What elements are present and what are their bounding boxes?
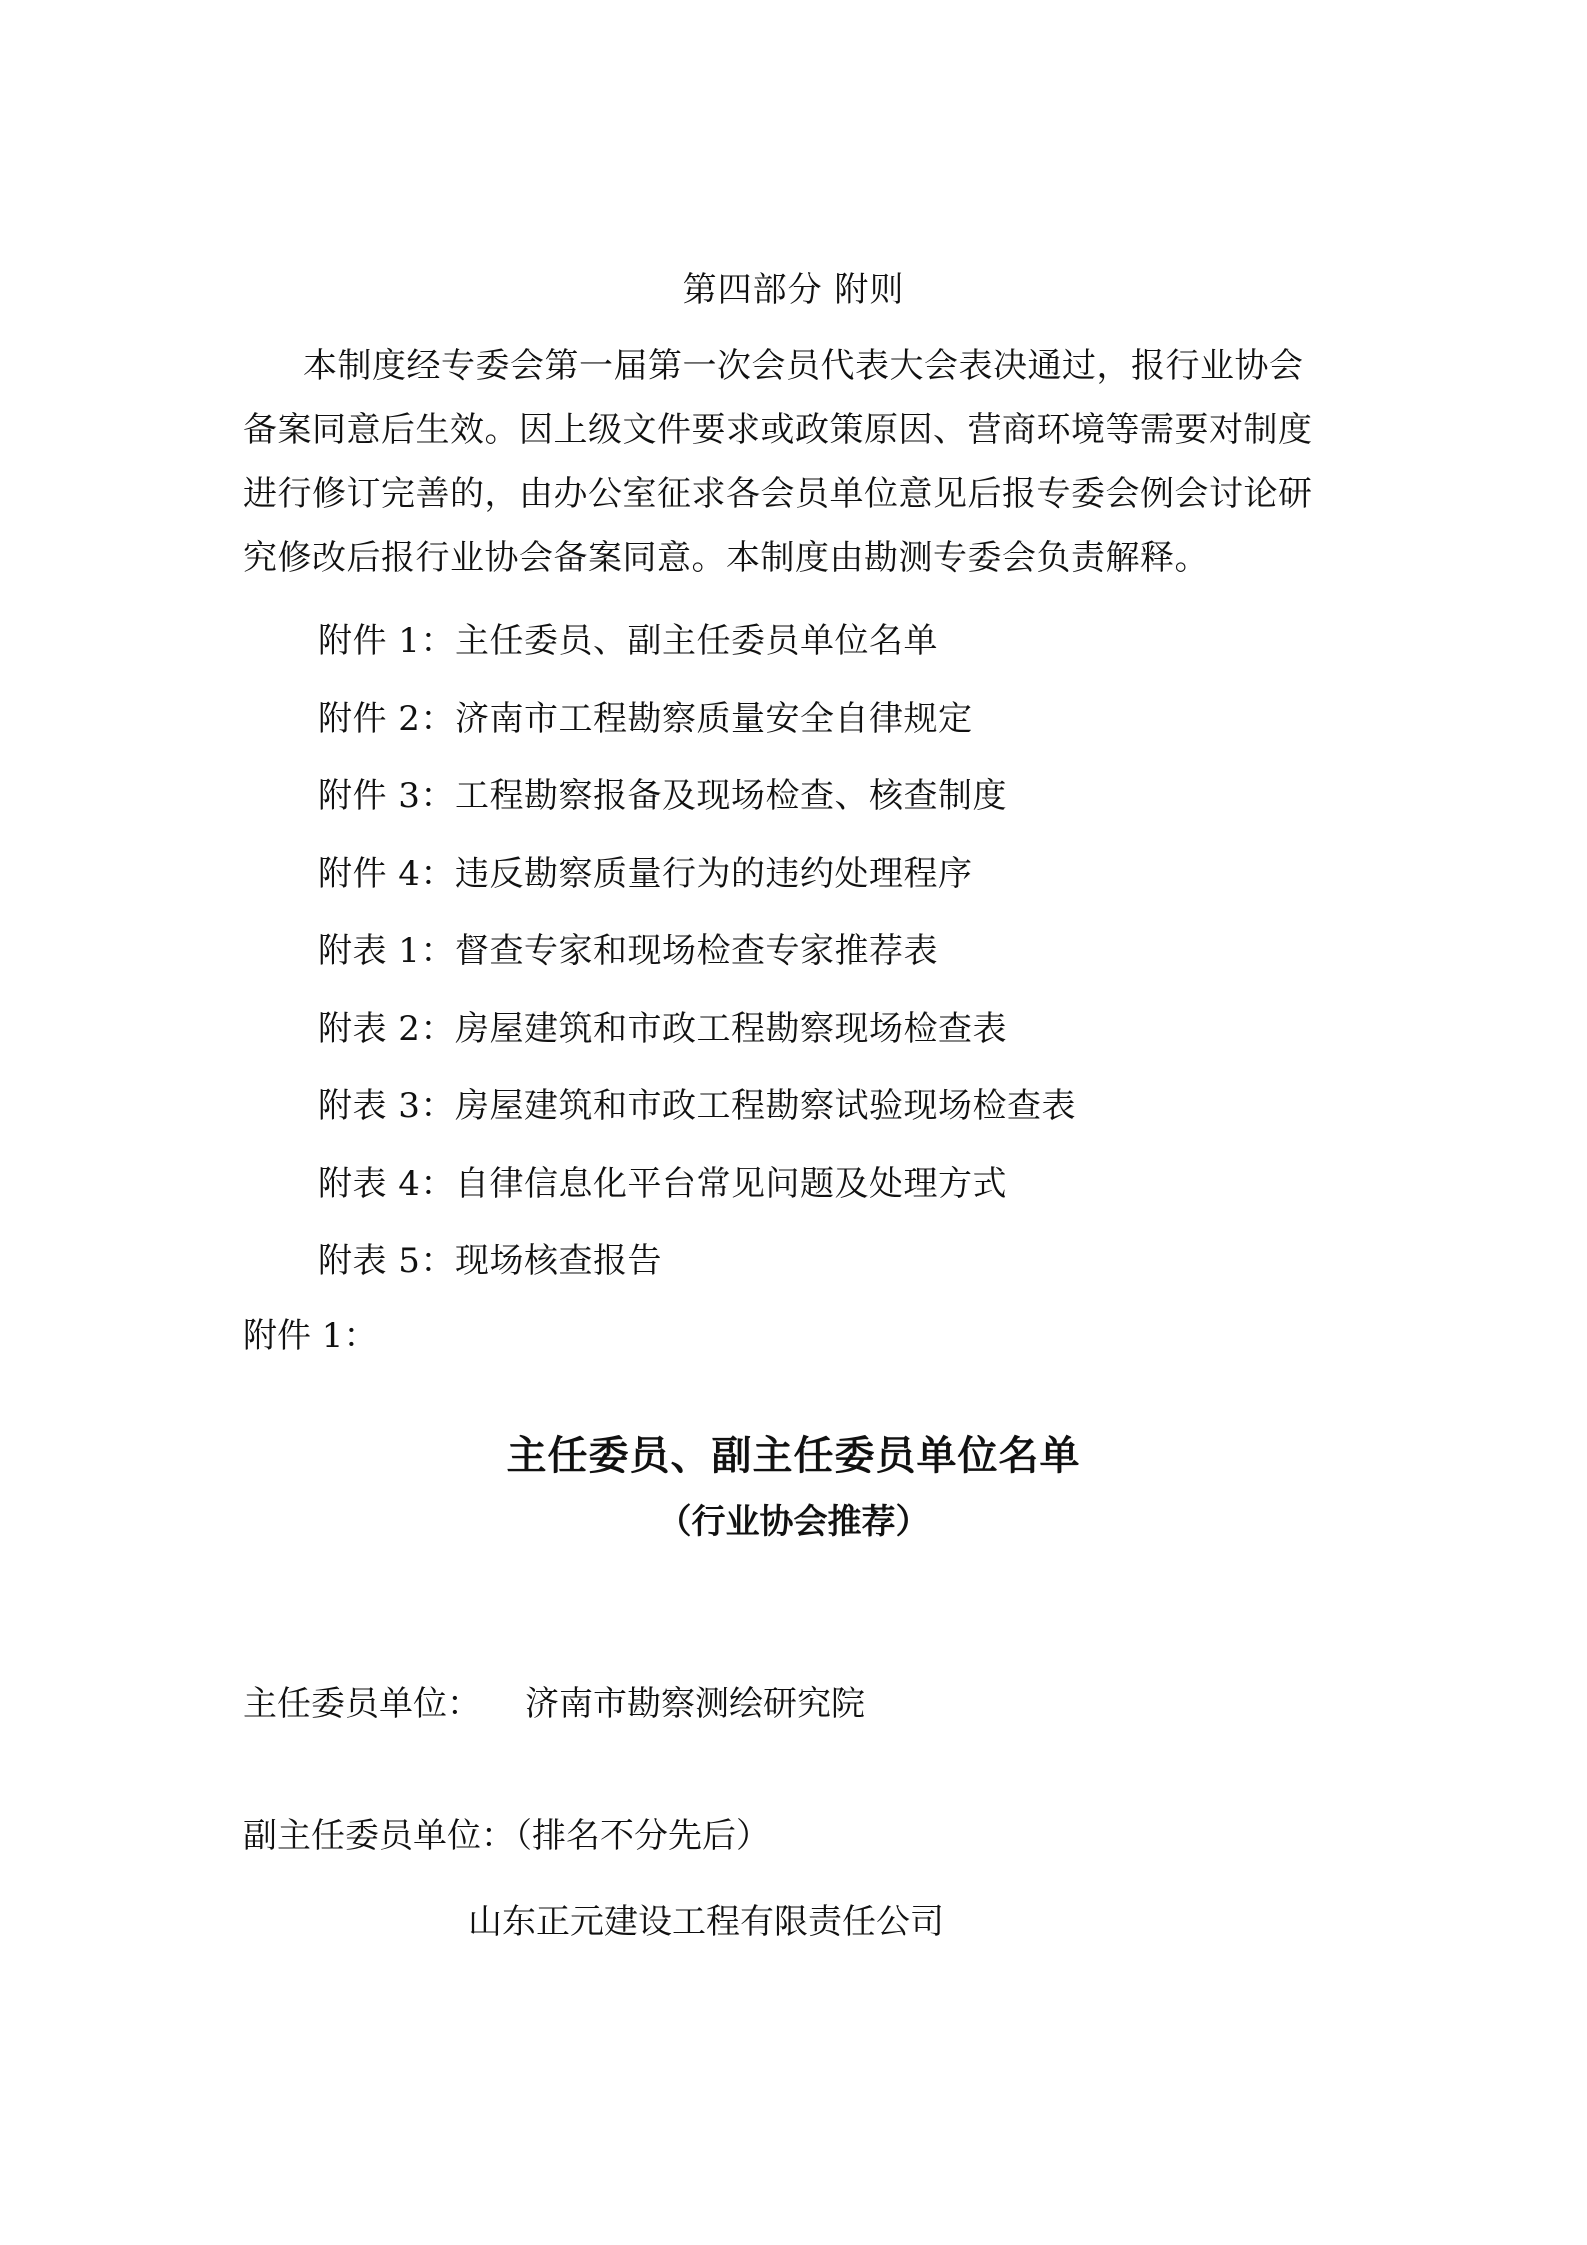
chair-unit-row <box>243 1676 865 1725</box>
chair-unit-value: 济南市勘察测绘研究院 <box>525 1684 865 1724</box>
attachment-item: 附件 2：济南市工程勘察质量安全自律规定 <box>318 698 973 739</box>
section-heading: 第四部分 附则 <box>682 270 905 310</box>
attachment-item: 附件 1：主任委员、副主任委员单位名单 <box>318 621 938 661</box>
attachment-item: 附表 3：房屋建筑和市政工程勘察试验现场检查表 <box>318 1086 1076 1126</box>
paragraph-line: 备案同意后生效。因上级文件要求或政策原因、营商环境等需要对制度 <box>243 410 1313 450</box>
chair-unit-label: 主任委员单位： <box>243 1684 481 1724</box>
attachment-item: 附件 3：工程勘察报备及现场检查、核查制度 <box>318 776 1007 816</box>
list-subtitle: （行业协会推荐） <box>657 1502 930 1542</box>
attachment-item: 附表 5：现场核查报告 <box>318 1241 662 1281</box>
attachment-item: 附表 4：自律信息化平台常见问题及处理方式 <box>318 1163 1007 1204</box>
body-paragraph <box>243 334 1393 590</box>
attachment-list <box>318 603 1076 1301</box>
attachment-item: 附表 2：房屋建筑和市政工程勘察现场检查表 <box>318 1008 1007 1049</box>
paragraph-line: 本制度经专委会第一届第一次会员代表大会表决通过，报行业协会 <box>303 346 1304 386</box>
paragraph-line: 究修改后报行业协会备案同意。本制度由勘测专委会负责解释。 <box>243 538 1209 578</box>
list-title: 主任委员、副主任委员单位名单 <box>506 1432 1081 1479</box>
vice-chair-unit-label: 副主任委员单位：（排名不分先后） <box>243 1816 770 1856</box>
attachment-1-label: 附件 1： <box>243 1316 378 1356</box>
attachment-item: 附件 4：违反勘察质量行为的违约处理程序 <box>318 853 973 894</box>
vice-chair-organization: 山东正元建设工程有限责任公司 <box>468 1902 944 1942</box>
attachment-item: 附表 1：督查专家和现场检查专家推荐表 <box>318 931 938 971</box>
paragraph-line: 进行修订完善的，由办公室征求各会员单位意见后报专委会例会讨论研 <box>243 474 1313 514</box>
